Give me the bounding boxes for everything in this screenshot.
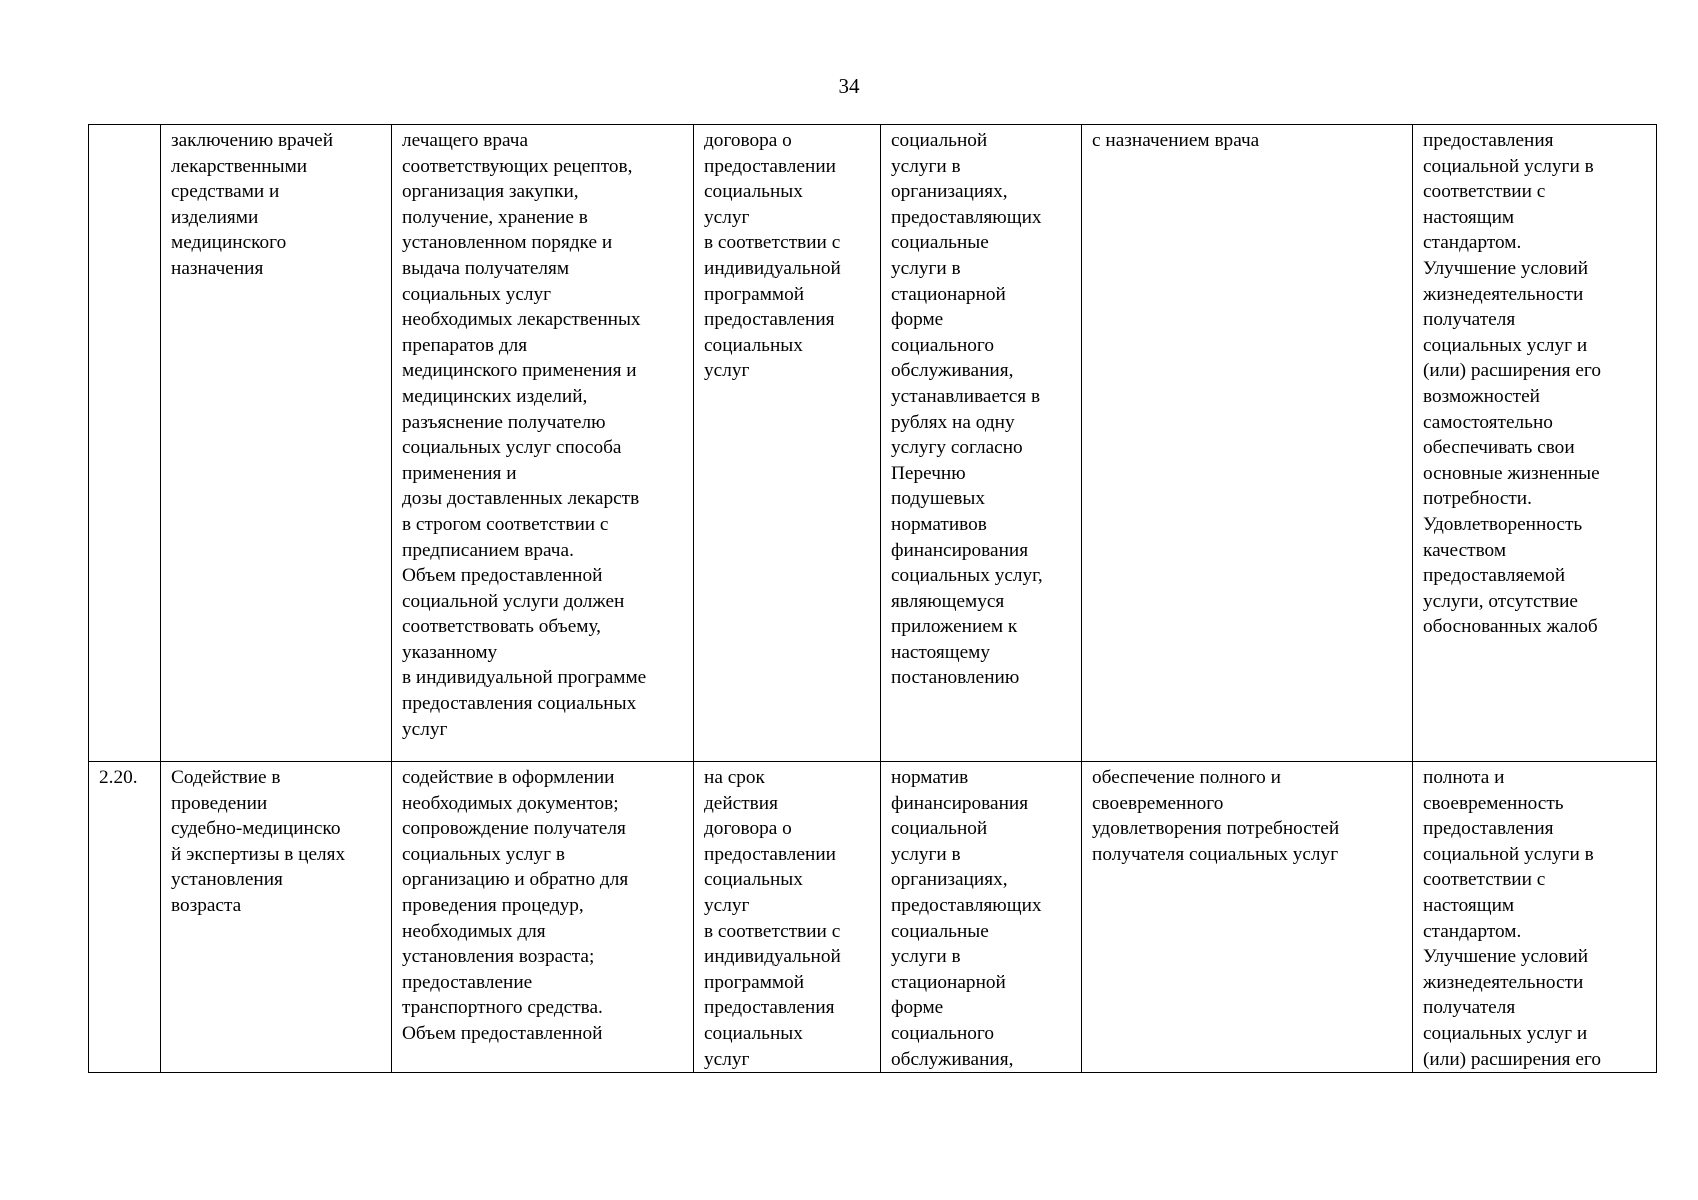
service-number-cell: [89, 125, 161, 762]
service-description-cell: [392, 125, 694, 762]
service-name-cell: [161, 762, 392, 1073]
service-term: договора о предоставлении социальных услуг в соответствии с индивидуальной программой предоставления социальных услуг: [704, 130, 841, 382]
service-conditions-cell: [1082, 762, 1413, 1073]
service-term-cell: [694, 125, 881, 762]
service-name: Содействие в проведении судебно-медицинско й экспертизы в целях установления возраста: [171, 767, 346, 916]
service-evaluation-cell: [1413, 125, 1657, 762]
service-term: на срок действия договора о предоставлении социальных услуг в соответствии с индивидуальной программой предоставления социальных услуг: [704, 767, 841, 1070]
service-term-cell: [694, 762, 881, 1073]
service-conditions: обеспечение полного и своевременного удовлетворения потребностей получателя социальных услуг: [1092, 767, 1340, 865]
service-description: лечащего врача соответствующих рецептов, организация закупки, получение, хранение в установленном порядке и выдача получателям социальных услуг необходимых лекарственных препаратов для медицинского применения и медицинских изделий, разъяснение получателю социальных услуг способа применения и дозы доставленных лекарств в строгом соответствии с предписанием врача. Объем предоставленной социальной услуги должен соответствовать объему, указанному в индивидуальной программе предоставления социальных услуг: [402, 130, 647, 740]
service-name: заключению врачей лекарственными средствами и изделиями медицинского назначения: [171, 130, 334, 279]
service-conditions-cell: [1082, 125, 1413, 762]
service-norm-cell: [881, 762, 1082, 1073]
service-evaluation: предоставления социальной услуги в соответствии с настоящим стандартом. Улучшение условий жизнедеятельности получателя социальных услуг и (или) расширения его возможностей самостоятельно обеспечивать свои основные жизненные потребности. Удовлетворенность качеством предоставляемой услуги, отсутствие обоснованных жалоб: [1423, 130, 1601, 638]
services-table: [88, 124, 1657, 1073]
service-evaluation-cell: [1413, 762, 1657, 1073]
service-conditions: с назначением врача: [1092, 130, 1260, 151]
service-number: 2.20.: [99, 767, 138, 788]
service-evaluation: полнота и своевременность предоставления социальной услуги в соответствии с настоящим стандартом. Улучшение условий жизнедеятельности получателя социальных услуг и (или) расширения его: [1423, 767, 1601, 1070]
service-description-cell: [392, 762, 694, 1073]
service-description: содействие в оформлении необходимых документов; сопровождение получателя социальных услуг в организацию и обратно для проведения процедур, необходимых для установления возраста; предоставление транспортного средства. Объем предоставленной: [402, 767, 629, 1044]
service-name-cell: [161, 125, 392, 762]
service-norm-cell: [881, 125, 1082, 762]
table-row: [89, 762, 1657, 1073]
page-number: 34: [838, 74, 860, 98]
table-row: [89, 125, 1657, 762]
service-number-cell: [89, 762, 161, 1073]
service-norm: социальной услуги в организациях, предоставляющих социальные услуги в стационарной форме социального обслуживания, устанавливается в рублях на одну услугу согласно Перечню подушевых нормативов финансирования социальных услуг, являющемуся приложением к настоящему постановлению: [891, 130, 1043, 689]
service-norm: норматив финансирования социальной услуги в организациях, предоставляющих социальные услуги в стационарной форме социального обслуживания,: [891, 767, 1042, 1070]
